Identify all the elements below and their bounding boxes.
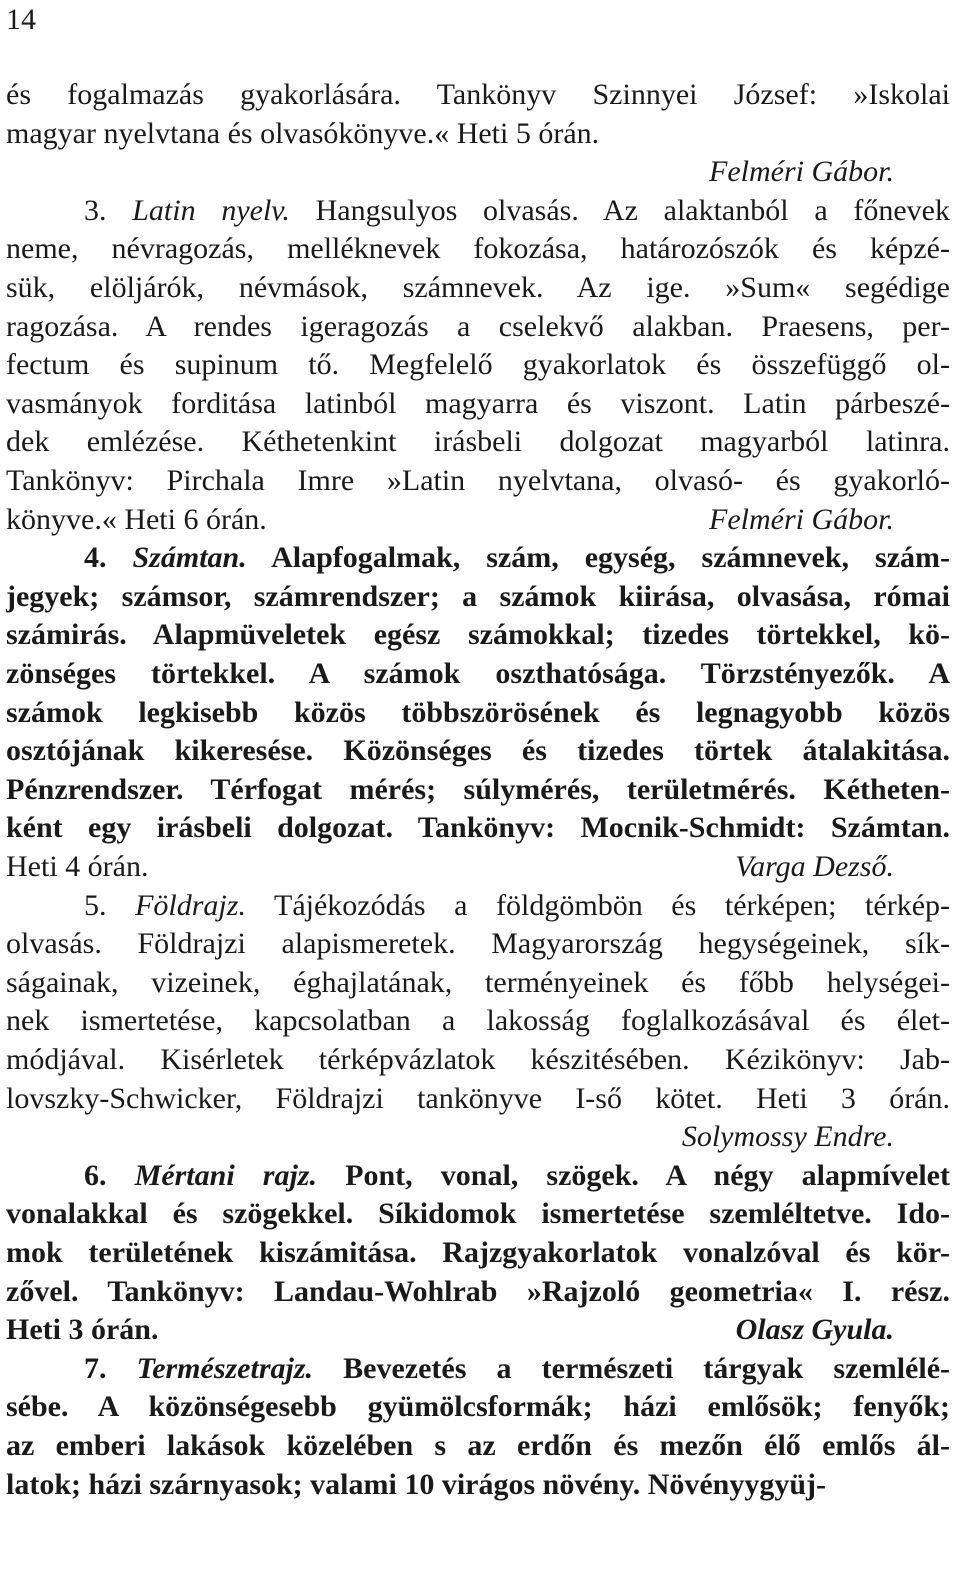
line-text: Heti 4 órán. <box>6 850 149 883</box>
text-line: ként egy irásbeli dolgozat. Tankönyv: Mocnik-Schmidt: Számtan. <box>6 811 950 845</box>
line-text: Bevezetés a természeti tárgyak szemlélé- <box>313 1351 950 1385</box>
text-line: neme, névragozás, melléknevek fokozása, határozószók és képzé- <box>6 232 950 266</box>
line-text: Alapfogalmak, szám, egység, számnevek, szám- <box>246 541 950 575</box>
text-line <box>6 153 950 191</box>
text-line: dek emlézése. Kéthetenkint irásbeli dolgozat magyarból latinra. <box>6 425 950 459</box>
page-number: 14 <box>6 3 36 36</box>
text-line <box>6 539 950 577</box>
text-line <box>6 1118 950 1156</box>
text-line: számok legkisebb közös többszörösének és legnagyobb közös <box>6 695 950 729</box>
text-line: osztójának kikeresése. Közönséges és tizedes törtek átalakitása. <box>6 734 950 768</box>
text-line <box>6 501 950 539</box>
signature: Olasz Gyula. <box>735 1313 894 1347</box>
signature: Felméri Gábor. <box>709 155 894 189</box>
section-number: 7. <box>84 1351 137 1385</box>
text-line: vonalakkal és szögekkel. Síkidomok ismertetése szemléltetve. Ido- <box>6 1197 950 1231</box>
text-line: vasmányok forditása latinból magyarra és viszont. Latin párbeszé- <box>6 386 950 420</box>
text-line: fectum és supinum tő. Megfelelő gyakorlatok és összefüggő ol- <box>6 348 950 382</box>
text-line: számirás. Alapmüveletek egész számokkal; tizedes törtekkel, kö- <box>6 618 950 652</box>
section-number: 4. <box>84 541 133 575</box>
section-heading: Mértani rajz. <box>134 1158 317 1192</box>
section-heading: Latin nyelv. <box>132 193 290 227</box>
text-line: mok területének kiszámitása. Rajzgyakorlatok vonalzóval és kör- <box>6 1236 950 1269</box>
section-number: 3. <box>84 193 133 227</box>
text-line: sébe. A közönségesebb gyümölcsformák; házi emlősök; fenyők; <box>6 1390 950 1424</box>
text-line: nek ismertetése, kapcsolatban a lakosság foglalkozásával és élet- <box>6 1004 950 1038</box>
text-line: jegyek; számsor, számrendszer; a számok kiirása, olvasása, római <box>6 579 950 613</box>
text-line: olvasás. Földrajzi alapismeretek. Magyarország hegységeinek, sík- <box>6 927 950 961</box>
text-line <box>6 1311 950 1349</box>
text-line <box>6 848 950 886</box>
text-line: Pénzrendszer. Térfogat mérés; súlymérés, területmérés. Kétheten- <box>6 772 950 806</box>
text-line: Tankönyv: Pirchala Imre »Latin nyelvtana, olvasó- és gyakorló- <box>6 464 950 497</box>
line-text: Tájékozódás a földgömbön és térképen; térkép- <box>245 888 950 922</box>
text-line: módjával. Kisérletek térképvázlatok készitésében. Kézikönyv: Jab- <box>6 1043 950 1076</box>
signature: Varga Dezső. <box>735 850 894 883</box>
section-number: 5. <box>84 888 136 922</box>
text-line <box>6 1157 950 1195</box>
signature: Felméri Gábor. <box>709 502 894 536</box>
line-text: könyve.« Heti 6 órán. <box>6 502 267 536</box>
line-text: Pont, vonal, szögek. A négy alapmívelet <box>316 1158 950 1192</box>
text-line: latok; házi szárnyasok; valami 10 virágos növény. Növényygyüj- <box>6 1467 827 1501</box>
section-number: 6. <box>84 1158 135 1192</box>
section-heading: Számtan. <box>132 541 247 575</box>
text-line: ragozása. A rendes igeragozás a cselekvő alakban. Praesens, per- <box>6 309 950 343</box>
text-line: sük, elöljárók, névmások, számnevek. Az ige. »Sum« segédige <box>6 271 950 304</box>
text-line: lovszky-Schwicker, Földrajzi tankönyve I-ső kötet. Heti 3 órán. <box>6 1081 950 1115</box>
text-line <box>6 192 950 230</box>
text-line <box>6 887 950 925</box>
signature: Solymossy Endre. <box>681 1120 894 1154</box>
text-line: magyar nyelvtana és olvasókönyve.« Heti 5 órán. <box>6 116 600 150</box>
line-text: Hangsulyos olvasás. Az alaktanból a főnevek <box>289 193 950 227</box>
text-line: az emberi lakások közelében s az erdőn és mezőn élő emlős ál- <box>6 1429 950 1462</box>
text-line: zönséges törtekkel. A számok oszthatósága. Törzstényezők. A <box>6 657 950 690</box>
line-text: Heti 3 órán. <box>6 1313 159 1347</box>
text-line: és fogalmazás gyakorlására. Tankönyv Szinnyei József: »Iskolai <box>6 78 950 111</box>
text-line: ságainak, vizeinek, éghajlatának, terményeinek és főbb helységei- <box>6 965 950 999</box>
text-line: zővel. Tankönyv: Landau-Wohlrab »Rajzoló geometria« I. rész. <box>6 1274 950 1308</box>
section-heading: Földrajz. <box>135 888 246 922</box>
section-heading: Természetrajz. <box>136 1351 314 1385</box>
text-line <box>6 1350 950 1388</box>
